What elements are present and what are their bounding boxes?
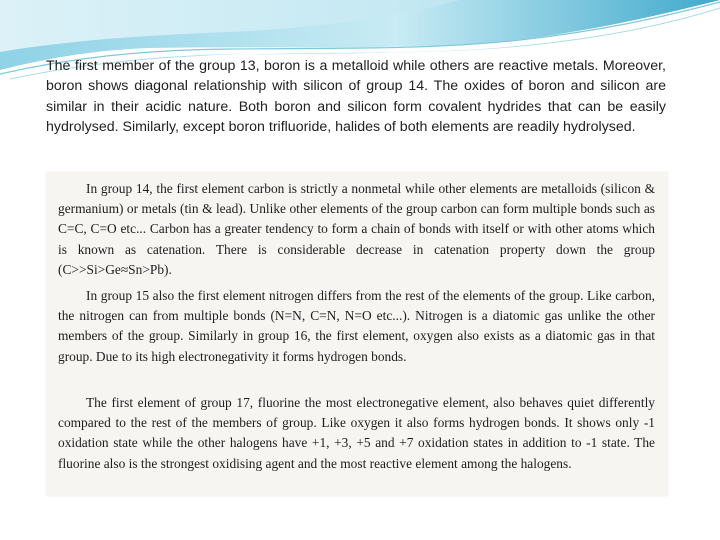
scanned-text-block: [46, 172, 668, 496]
group-14-paragraph: In group 14, the first element carbon is strictly a nonmetal while other elements are metalloids (silicon & germanium) or metals (tin & lead). Unlike other elements of the group carbon can form multiple bonds such as C=C, C=O etc... Carbon has a greater tendency to form a chain of bonds with itself or with other atoms which is known as catenation. There is considerable decrease in catenation property down the group (C>>Si>Ge≈Sn>Pb).: [58, 181, 655, 277]
group-15-paragraph: In group 15 also the first element nitrogen differs from the rest of the elements of the group. Like carbon, the nitrogen can from multiple bonds (N=N, C=N, N=O etc...). Nitrogen is a diatomic gas unlike the other members of the group. Similarly in group 16, the first element, oxygen also exists as a diatomic gas in that group. Due to its high electronegativity it forms hydrogen bonds.: [58, 288, 655, 364]
group-17-paragraph: The first element of group 17, fluorine the most electronegative element, also behaves quiet differently compared to the rest of the members of group. Like oxygen it also forms hydrogen bonds. It shows only -1 oxidation state while the other halogens have +1, +3, +5 and +7 oxidation states in addition to -1 state. The fluorine also is the strongest oxidising agent and the most reactive element among the halogens.: [58, 395, 655, 471]
intro-paragraph: The first member of the group 13, boron is a metalloid while others are reactive metals. Moreover, boron shows diagonal relationship with silicon of group 14. The oxides of boron and silicon are similar in their acidic nature. Both boron and silicon form covalent hydrides that can be easily hydrolysed. Similarly, except boron trifluoride, halides of both elements are readily hydrolysed.: [46, 58, 666, 135]
